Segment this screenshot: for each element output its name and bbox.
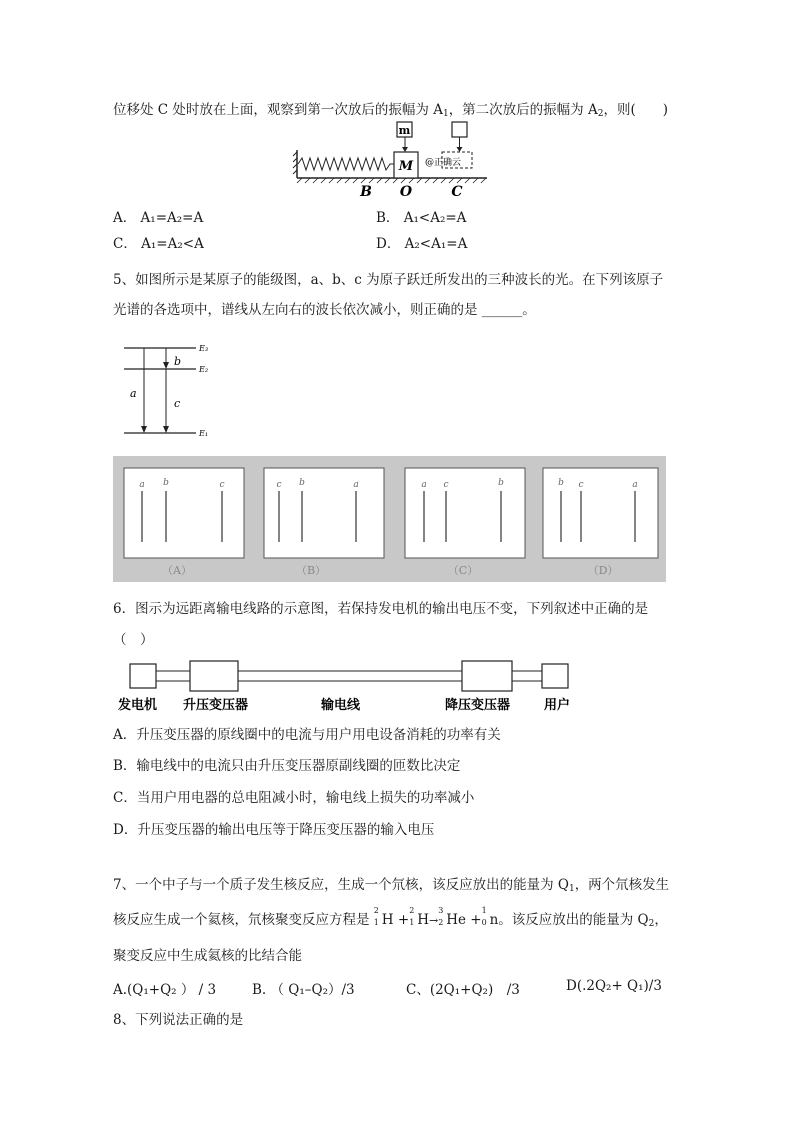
svg-text:M: M	[398, 159, 414, 174]
svg-text:b: b	[498, 478, 504, 488]
spectrum-panel-c	[405, 468, 525, 577]
svg-text:（B）: （B）	[295, 564, 327, 577]
svg-text:b: b	[299, 478, 305, 488]
spectrum-options-panel	[113, 456, 666, 582]
q7-stem-line3: 聚变反应中生成氦核的比结合能	[113, 948, 302, 964]
svg-text:（C）: （C）	[447, 564, 479, 577]
svg-text:b: b	[174, 355, 182, 368]
svg-text:a: a	[421, 480, 427, 490]
q7-option-b: B. （ Q₁–Q₂）/3	[252, 982, 355, 998]
q4-stem-part1: 位移处 C 处时放在上面，观察到第一次放后的振幅为 A	[113, 102, 443, 118]
svg-text:m: m	[398, 124, 411, 137]
svg-text:@正确云: @正确云	[425, 158, 462, 168]
q6-stem: 6．图示为远距离输电线路的示意图，若保持发电机的输出电压不变，下列叙述中正确的是	[113, 601, 649, 617]
svg-text:E₁: E₁	[199, 429, 209, 438]
svg-text:（A）: （A）	[162, 564, 192, 577]
q5-stem-line2: 光谱的各选项中，谱线从左向右的波长依次减小，则正确的是 ______。	[113, 302, 536, 318]
svg-text:c: c	[443, 480, 449, 490]
svg-text:c: c	[276, 480, 282, 490]
svg-text:（D）: （D）	[587, 564, 619, 577]
q8-stem: 8、下列说法正确的是	[113, 1012, 244, 1028]
svg-text:用户: 用户	[544, 698, 571, 712]
svg-text:降压变压器: 降压变压器	[445, 698, 511, 712]
q6-option-d: D．升压变压器的输出电压等于降压变压器的输入电压	[113, 822, 435, 838]
power-transmission-diagram	[116, 658, 576, 712]
svg-text:c: c	[578, 480, 584, 490]
q5-stem-line1: 5、如图所示是某原子的能级图，a、b、c 为原子跃迁所发出的三种波长的光。在下列该原子	[113, 272, 664, 288]
fusion-equation: 2 1 H + 2 1 H→ 3 2 He + 1 0 n	[373, 905, 499, 928]
q7-option-d: D(.2Q₂+ Q₁)/3	[566, 978, 662, 994]
q4-stem-part3: ，则( )	[603, 102, 669, 118]
svg-text:b: b	[163, 478, 169, 488]
q7-option-a: A.(Q₁+Q₂ ） / 3	[113, 982, 217, 998]
spectrum-panel-b	[264, 468, 384, 577]
svg-text:c: c	[219, 480, 225, 490]
q7-option-c: C、(2Q₁+Q₂) /3	[406, 982, 520, 998]
svg-text:E₂: E₂	[199, 365, 209, 374]
block-above-C	[452, 122, 467, 137]
q7-stem-line2: 核反应生成一个氦核，氘核聚变反应方程是 2 1 H + 2 1 H→ 3 2 He + 1 0 n。该反应放出的能量为 $Q_2$，	[113, 905, 668, 929]
svg-text:a: a	[353, 480, 359, 490]
svg-text:a: a	[130, 387, 137, 400]
q4-option-d: D． A₂<A₁=A	[376, 236, 468, 252]
svg-text:输电线: 输电线	[321, 698, 361, 712]
spectrum-panel-a	[124, 468, 244, 577]
q4-option-c: C． A₁=A₂<A	[113, 236, 204, 252]
q4-option-a: A． A₁=A₂=A	[113, 210, 204, 226]
q4-stem-part2: ，第二次放后的振幅为 A	[448, 102, 598, 118]
q6-option-a: A．升压变压器的原线圈中的电流与用户用电设备消耗的功率有关	[113, 727, 501, 743]
spectrum-panel-d	[543, 468, 658, 577]
svg-text:E₃: E₃	[199, 344, 209, 353]
q7-stem-line1: 7、一个中子与一个质子发生核反应，生成一个氘核，该反应放出的能量为 $Q_1$，两个氘核发生	[113, 877, 670, 894]
svg-text:C: C	[451, 184, 463, 198]
svg-text:a: a	[632, 480, 638, 490]
q4-option-b: B． A₁<A₂=A	[376, 210, 467, 226]
energy-level-diagram	[118, 340, 218, 440]
svg-text:c: c	[174, 397, 181, 410]
spectrum-panels	[113, 456, 666, 582]
q6-option-b: B．输电线中的电流只由升压变压器原副线圈的匝数比决定	[113, 758, 461, 774]
q4-stem: 位移处 C 处时放在上面，观察到第一次放后的振幅为 $A_1$，第二次放后的振幅为 $A_2$，则( )	[113, 102, 669, 119]
spring-mass-figure	[292, 120, 492, 198]
svg-text:发电机: 发电机	[118, 698, 158, 712]
svg-text:a: a	[139, 480, 145, 490]
svg-text:B: B	[360, 184, 372, 198]
q6-option-c: C．当用户用电器的总电阻减小时，输电线上损失的功率减小	[113, 790, 475, 806]
q6-answer-paren: （ ）	[113, 632, 154, 648]
spring	[298, 158, 394, 170]
svg-text:O: O	[399, 184, 413, 198]
svg-text:升压变压器: 升压变压器	[183, 698, 249, 712]
svg-text:b: b	[558, 478, 564, 488]
